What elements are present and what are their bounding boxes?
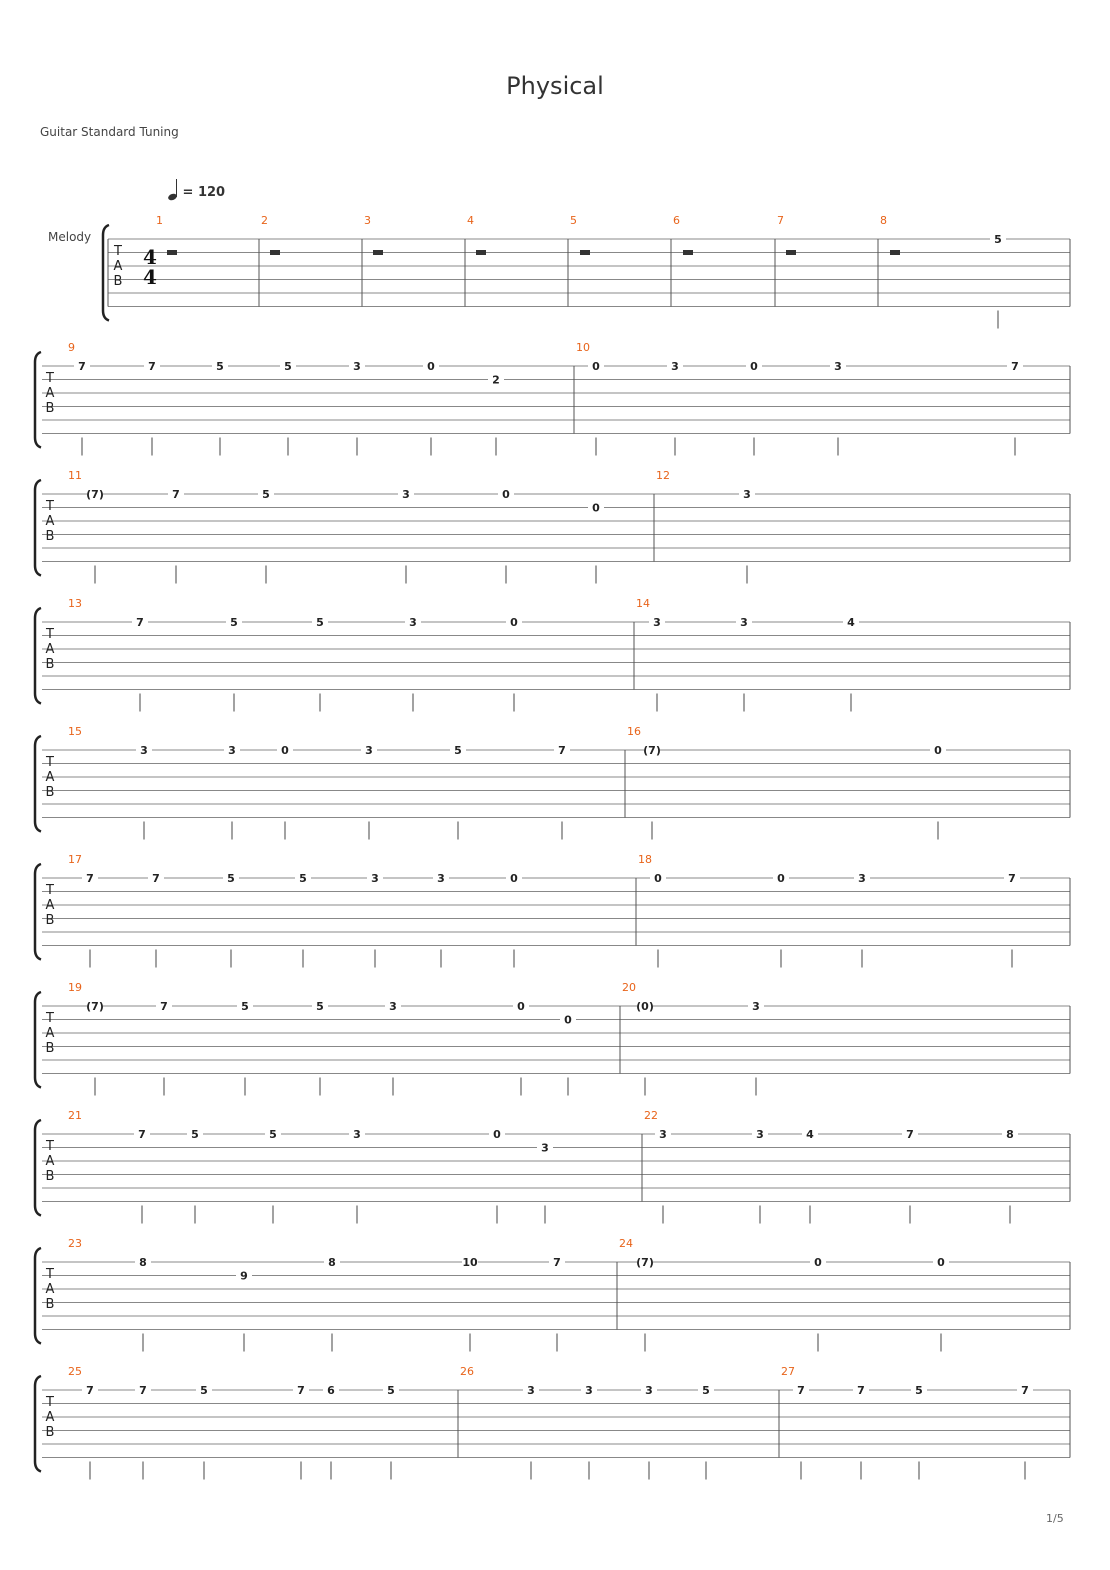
fret-number: 0: [281, 744, 289, 757]
fret-number: 8: [328, 1256, 336, 1269]
fret-number: 5: [702, 1384, 710, 1397]
fret-number: 7: [136, 616, 144, 629]
system-bracket: [35, 864, 41, 960]
fret-number: 5: [316, 1000, 324, 1013]
measure-number: 17: [68, 853, 82, 866]
tab-clef-letter: T: [46, 1395, 54, 1410]
system-bracket: [35, 1376, 41, 1472]
fret-number: 3: [671, 360, 679, 373]
tab-clef-letter: B: [45, 913, 55, 928]
fret-number: 5: [216, 360, 224, 373]
tab-clef-letter: T: [46, 371, 54, 386]
fret-number: 5: [269, 1128, 277, 1141]
fret-number: 5: [299, 872, 307, 885]
fret-number: 5: [284, 360, 292, 373]
page-number: 1/5: [1046, 1512, 1064, 1525]
system-bracket: [35, 480, 41, 576]
tuning-label: Guitar Standard Tuning: [40, 125, 179, 139]
fret-number: 0: [517, 1000, 525, 1013]
fret-number: 4: [847, 616, 855, 629]
measure-number: 5: [570, 214, 577, 227]
measure-number: 24: [619, 1237, 633, 1250]
measure-number: 4: [467, 214, 474, 227]
fret-number: 0: [510, 616, 518, 629]
fret-number: 7: [86, 1384, 94, 1397]
fret-number: 0: [777, 872, 785, 885]
fret-number: 7: [86, 872, 94, 885]
fret-number: 0: [592, 360, 600, 373]
tab-clef-letter: B: [45, 1297, 55, 1312]
fret-number: 3: [353, 1128, 361, 1141]
fret-number: 7: [1011, 360, 1019, 373]
measure-number: 19: [68, 981, 82, 994]
fret-number: 9: [240, 1269, 248, 1283]
song-title: Physical: [506, 72, 604, 100]
fret-number: 0: [814, 1256, 822, 1269]
tab-clef-letter: A: [45, 642, 55, 657]
measure-number: 14: [636, 597, 650, 610]
tab-clef-letter: A: [113, 259, 123, 274]
tab-clef-letter: B: [45, 529, 55, 544]
measure-number: 9: [68, 341, 75, 354]
fret-number: 0: [750, 360, 758, 373]
fret-number: 7: [152, 872, 160, 885]
fret-number: 7: [160, 1000, 168, 1013]
fret-number: 0: [937, 1256, 945, 1269]
measure-number: 27: [781, 1365, 795, 1378]
tab-clef-letter: A: [45, 770, 55, 785]
fret-number: 0: [493, 1128, 501, 1141]
tab-clef-letter: A: [45, 386, 55, 401]
fret-number: (7): [636, 1256, 654, 1269]
fret-number: 7: [138, 1128, 146, 1141]
fret-number: 3: [653, 616, 661, 629]
measure-number: 25: [68, 1365, 82, 1378]
fret-number: 7: [558, 744, 566, 757]
tab-clef-letter: B: [45, 657, 55, 672]
fret-number: 7: [553, 1256, 561, 1269]
system-bracket: [35, 1248, 41, 1344]
tab-clef-letter: T: [46, 499, 54, 514]
fret-number: 7: [857, 1384, 865, 1397]
tab-clef-letter: B: [45, 1425, 55, 1440]
fret-number: 3: [740, 616, 748, 629]
tab-clef-letter: B: [45, 1169, 55, 1184]
fret-number: 5: [454, 744, 462, 757]
time-signature-bottom: 4: [143, 265, 157, 289]
fret-number: 3: [743, 488, 751, 501]
half-rest: [786, 250, 796, 255]
fret-number: 3: [437, 872, 445, 885]
fret-number: 7: [148, 360, 156, 373]
measure-number: 16: [627, 725, 641, 738]
system-bracket: [35, 608, 41, 704]
fret-number: 3: [541, 1141, 549, 1155]
fret-number: (7): [86, 488, 104, 501]
measure-number: 3: [364, 214, 371, 227]
measure-number: 8: [880, 214, 887, 227]
measure-number: 1: [156, 214, 163, 227]
fret-number: 3: [140, 744, 148, 757]
time-signature-top: 4: [143, 245, 157, 269]
fret-number: 3: [752, 1000, 760, 1013]
measure-number: 10: [576, 341, 590, 354]
fret-number: 3: [402, 488, 410, 501]
fret-number: 8: [139, 1256, 147, 1269]
measure-number: 26: [460, 1365, 474, 1378]
tab-clef-letter: A: [45, 1282, 55, 1297]
tab-clef-letter: B: [45, 401, 55, 416]
fret-number: 3: [409, 616, 417, 629]
fret-number: 5: [994, 233, 1002, 246]
fret-number: 5: [227, 872, 235, 885]
measure-number: 15: [68, 725, 82, 738]
half-rest: [167, 250, 177, 255]
fret-number: 0: [502, 488, 510, 501]
system-bracket: [35, 352, 41, 448]
fret-number: 3: [585, 1384, 593, 1397]
tab-clef-letter: B: [45, 785, 55, 800]
fret-number: 7: [78, 360, 86, 373]
tab-clef-letter: T: [46, 1011, 54, 1026]
half-rest: [580, 250, 590, 255]
tab-clef-letter: A: [45, 1410, 55, 1425]
fret-number: 3: [389, 1000, 397, 1013]
system-bracket: [35, 736, 41, 832]
tab-clef-letter: T: [46, 1139, 54, 1154]
fret-number: 7: [906, 1128, 914, 1141]
measure-number: 18: [638, 853, 652, 866]
fret-number: 3: [365, 744, 373, 757]
fret-number: (7): [643, 744, 661, 757]
fret-number: 5: [241, 1000, 249, 1013]
fret-number: 3: [527, 1384, 535, 1397]
half-rest: [683, 250, 693, 255]
fret-number: 2: [492, 373, 500, 387]
measure-number: 7: [777, 214, 784, 227]
fret-number: 0: [564, 1013, 572, 1027]
fret-number: 3: [659, 1128, 667, 1141]
measure-number: 13: [68, 597, 82, 610]
fret-number: 4: [806, 1128, 814, 1141]
fret-number: 3: [371, 872, 379, 885]
fret-number: 0: [510, 872, 518, 885]
fret-number: 5: [262, 488, 270, 501]
track-name: Melody: [48, 230, 92, 244]
measure-number: 2: [261, 214, 268, 227]
half-rest: [270, 250, 280, 255]
fret-number: 5: [191, 1128, 199, 1141]
fret-number: 3: [228, 744, 236, 757]
system-bracket: [35, 1120, 41, 1216]
half-rest: [373, 250, 383, 255]
fret-number: 7: [172, 488, 180, 501]
half-rest: [890, 250, 900, 255]
fret-number: 5: [230, 616, 238, 629]
fret-number: 3: [858, 872, 866, 885]
system-bracket: [35, 992, 41, 1088]
fret-number: 0: [654, 872, 662, 885]
fret-number: 7: [297, 1384, 305, 1397]
measure-number: 23: [68, 1237, 82, 1250]
measure-number: 22: [644, 1109, 658, 1122]
fret-number: 3: [353, 360, 361, 373]
tab-clef-letter: T: [46, 627, 54, 642]
fret-number: 7: [797, 1384, 805, 1397]
tab-clef-letter: B: [45, 1041, 55, 1056]
tab-clef-letter: A: [45, 1154, 55, 1169]
tab-clef-letter: T: [46, 1267, 54, 1282]
fret-number: 0: [934, 744, 942, 757]
fret-number: 5: [387, 1384, 395, 1397]
fret-number: 3: [834, 360, 842, 373]
measure-number: 21: [68, 1109, 82, 1122]
fret-number: 7: [1008, 872, 1016, 885]
tab-clef-letter: A: [45, 514, 55, 529]
fret-number: 0: [592, 501, 600, 515]
fret-number: 3: [645, 1384, 653, 1397]
fret-number: 5: [915, 1384, 923, 1397]
fret-number: 8: [1006, 1128, 1014, 1141]
tempo-value: = 120: [182, 185, 226, 200]
fret-number: 7: [1021, 1384, 1029, 1397]
measure-number: 11: [68, 469, 82, 482]
tab-clef-letter: A: [45, 898, 55, 913]
fret-number: 6: [327, 1384, 335, 1397]
fret-number: 3: [756, 1128, 764, 1141]
fret-number: (0): [636, 1000, 654, 1013]
tab-clef-letter: T: [46, 755, 54, 770]
tab-clef-letter: T: [114, 244, 122, 259]
tab-clef-letter: A: [45, 1026, 55, 1041]
fret-number: 5: [316, 616, 324, 629]
measure-number: 6: [673, 214, 680, 227]
measure-number: 12: [656, 469, 670, 482]
fret-number: (7): [86, 1000, 104, 1013]
tab-clef-letter: T: [46, 883, 54, 898]
fret-number: 7: [139, 1384, 147, 1397]
tab-clef-letter: B: [113, 274, 123, 289]
fret-number: 0: [427, 360, 435, 373]
half-rest: [476, 250, 486, 255]
fret-number: 5: [200, 1384, 208, 1397]
fret-number: 10: [462, 1256, 478, 1269]
measure-number: 20: [622, 981, 636, 994]
